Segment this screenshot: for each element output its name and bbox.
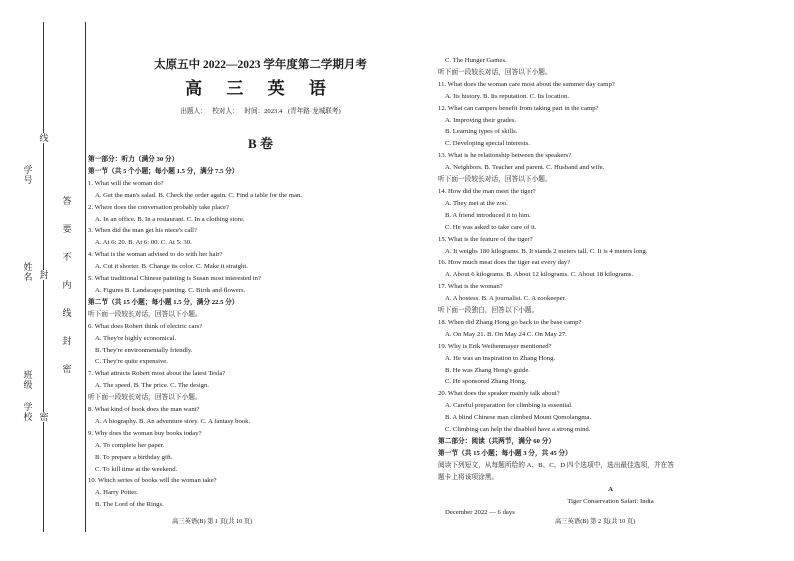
volume-label: B 卷 xyxy=(248,136,273,151)
right-line: B. He was Zhang Hong's guide. xyxy=(445,366,530,374)
no-answer-char-3: 不 xyxy=(62,252,72,262)
left-line: 第一部分：听力（满分 30 分） xyxy=(88,156,179,163)
subject-title: 高 三 英 语 xyxy=(185,79,336,98)
left-line: 1. What will the woman do? xyxy=(88,179,164,187)
left-line: 7. What attracts Robert most about the latest Tesla? xyxy=(88,370,226,378)
left-line: B. The Lord of the Rings. xyxy=(95,501,164,509)
left-line: A. Figures B. Landscape painting. C. Birds and flowers. xyxy=(95,286,246,294)
no-answer-char-7: 密 xyxy=(62,364,72,374)
dashed-char-feng: 封 xyxy=(39,270,49,280)
no-answer-char-4: 内 xyxy=(62,280,72,290)
left-line: B. They're environmentally friendly. xyxy=(95,346,193,354)
left-line: A. A biography. B. An adventure story. C. A fantasy book. xyxy=(95,417,251,425)
right-line: A. A hostess. B. A journalist. C. A zookeeper. xyxy=(445,295,567,303)
left-line: 3. When did the man get his niece's call? xyxy=(88,227,197,235)
left-line: 8. What kind of book does the man want? xyxy=(88,406,200,414)
right-line: B. A blind Chinese man climbed Mount Qomolangma. xyxy=(445,414,592,422)
right-line: C. Climbing can help the disabled have a strong mind. xyxy=(445,426,591,434)
right-line: A. Its history. B. Its reputation. C. Its location. xyxy=(445,92,570,100)
dashed-char-xian: 线 xyxy=(39,133,49,143)
left-line: A. Cut it shorter. B. Change its color. C. Make it straight. xyxy=(95,263,248,271)
right-line: 听下面一段独白，回答以下小题。 xyxy=(438,307,539,315)
right-line: 14. How did the man meet the tiger? xyxy=(438,187,536,195)
right-line: 15. What is the feature of the tiger? xyxy=(438,235,533,243)
left-line: 5. What traditional Chinese painting is Susan most interested in? xyxy=(88,275,261,283)
school-label: 学校 xyxy=(23,402,33,422)
right-line: Tiger Conservation Safari: India xyxy=(567,497,654,505)
right-line: C. He sponsored Zhang Hong. xyxy=(445,378,527,386)
right-line: 听下面一段较长对话，回答以下小题。 xyxy=(438,176,552,184)
left-line: A. To complete her paper. xyxy=(95,441,165,449)
left-line: 9. Why does the woman buy books today? xyxy=(88,429,202,437)
exam-title: 太原五中 2022—2023 学年度第二学期月考 xyxy=(154,59,367,71)
left-line: A. The speed. B. The price. C. The design. xyxy=(95,382,210,390)
right-line: C. He was asked to take care of it. xyxy=(445,223,537,231)
no-answer-char-6: 封 xyxy=(62,336,72,346)
left-line: A. In an office. B. In a restaurant. C. In a clothing store. xyxy=(95,215,245,223)
left-line: A. At 6: 20. B. At 6: 00. C. At 5: 30. xyxy=(95,239,192,247)
right-line: A xyxy=(608,485,613,493)
right-line: 第一节（共 15 小题；每小题 3 分，共 45 分） xyxy=(438,449,572,457)
right-line: 题卡上将该项涂黑。 xyxy=(438,473,499,481)
exam-meta: 出题人： 校对人： 时间：2023.4 (青年路·龙城联考) xyxy=(180,108,341,115)
no-answer-char-2: 要 xyxy=(62,224,72,234)
right-line: 19. Why is Erik Weihenmayer mentioned? xyxy=(438,342,552,350)
right-line: 第二部分：阅读（共两节，满分 60 分） xyxy=(438,438,556,445)
binding-line-inner xyxy=(85,22,86,532)
right-line: 听下面一段较长对话，回答以下小题。 xyxy=(438,68,552,76)
right-line: 20. What does the speaker mainly talk about? xyxy=(438,390,560,398)
left-line: A. They're highly economical. xyxy=(95,334,177,342)
left-line: A. Harry Potter. xyxy=(95,489,138,497)
right-line: 18. When did Zhang Hong go back to the base camp? xyxy=(438,318,582,326)
right-line: A. On May 21. B. On May 24 C. On May 27. xyxy=(445,330,567,338)
no-answer-char-1: 答 xyxy=(62,196,72,206)
right-line: A. About 6 kilograms. B. About 12 kilograms. C. About 18 kilograms. xyxy=(445,271,634,279)
right-line: 16. How much meat does the tiger eat every day? xyxy=(438,259,571,267)
left-line: 第二节（共 15 小题；每小题 1.5 分，满分 22.5 分） xyxy=(88,298,239,306)
right-column xyxy=(438,55,783,519)
student-id-label: 学号 xyxy=(23,165,33,185)
left-line: 第一节（共 5 个小题；每小题 1.5 分，满分 7.5 分） xyxy=(88,167,239,175)
left-line: C. They're quite expensive. xyxy=(95,358,168,366)
left-line: 2. Where does the conversation probably take place? xyxy=(88,203,229,211)
class-label: 班级 xyxy=(23,370,33,390)
right-line: A. Neighbors. B. Teacher and parent. C. Husband and wife. xyxy=(445,164,605,172)
right-line: C. Developing special interests. xyxy=(445,140,530,148)
right-line: 11. What does the woman care most about the summer day camp? xyxy=(438,80,615,88)
left-line: C. To kill time at the weekend. xyxy=(95,465,178,473)
right-line: December 2022 — 6 days xyxy=(445,509,515,517)
right-line: A. He was an inspiration to Zhang Hong. xyxy=(445,354,556,362)
right-line: A. It weighs 180 kilograms. B. It stands 2 meters tall. C. It is 4 meters long. xyxy=(445,247,648,255)
left-line: 听下面一段较长对话，回答以下小题。 xyxy=(88,394,202,402)
right-line: A. They met at the zoo. xyxy=(445,199,508,207)
right-line: B. Learning types of skills. xyxy=(445,128,518,136)
left-line: 6. What does Robert think of electric cars? xyxy=(88,322,203,330)
right-line: B. A friend introduced it to him. xyxy=(445,211,531,219)
right-line: C. The Hunger Games. xyxy=(445,57,507,64)
left-line: 听下面一段较长对话，回答以下小题。 xyxy=(88,310,202,318)
left-line: B. To prepare a birthday gift. xyxy=(95,453,173,461)
right-line: A. Careful preparation for climbing is essential. xyxy=(445,402,573,410)
right-line: 阅读下列短文，从每题所给的 A、B、C、D 四个选项中，选出最佳选项，并在答 xyxy=(438,461,674,469)
right-line: 13. What is he relationship between the speakers? xyxy=(438,152,572,160)
footer-left: 高三英语(B) 第 1 页(共 10 页) xyxy=(172,518,253,525)
left-line: 10. Which series of books will the woman take? xyxy=(88,477,217,485)
left-line: 4. What is the woman advised to do with her hair? xyxy=(88,251,223,259)
name-label: 姓名 xyxy=(23,262,33,282)
right-line: A. Improving their grades. xyxy=(445,116,517,124)
left-column xyxy=(88,154,433,511)
right-line: 17. What is the woman? xyxy=(438,283,503,291)
right-line: 12. What can campers benefit from taking part in the camp? xyxy=(438,104,599,112)
left-line: A. Get the man's salad. B. Check the order again. C. Find a table for the man. xyxy=(95,191,302,199)
dashed-char-mi: 密 xyxy=(39,412,49,422)
footer-right: 高三英语(B) 第 2 页(共 10 页) xyxy=(555,518,636,525)
no-answer-char-5: 线 xyxy=(62,308,72,318)
